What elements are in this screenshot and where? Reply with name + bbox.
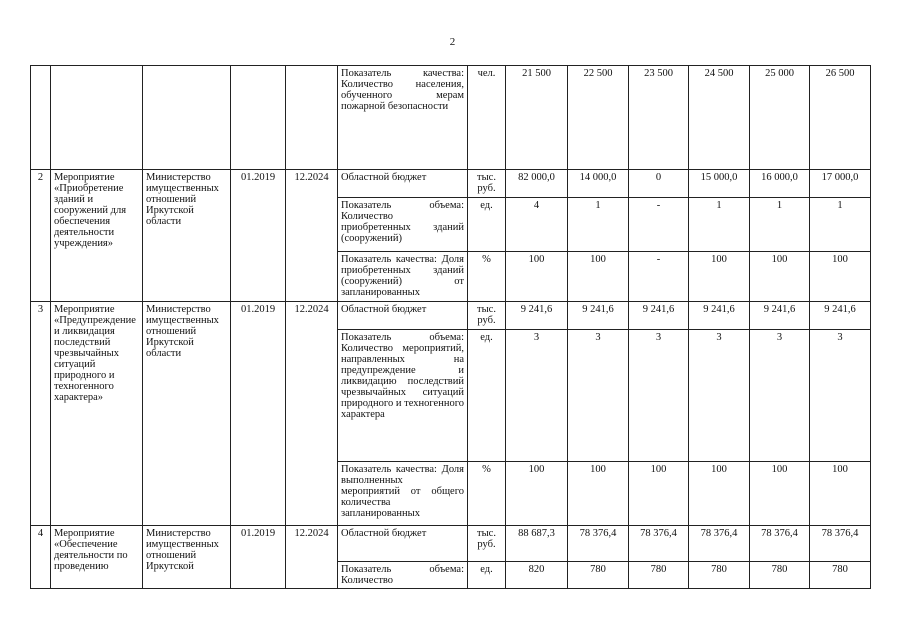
unit-cell: тыс. руб. [468, 302, 506, 330]
year-value-4: 78 376,4 [689, 526, 750, 562]
year-value-3: 9 241,6 [629, 302, 689, 330]
year-value-5: 100 [750, 462, 810, 526]
activity-name: Мероприятие «Приобретение зданий и сооружений для обеспечения деятельности учреждения» [51, 170, 143, 302]
indicator-label: Показатель качества: Доля выполненных мероприятий от общего количества запланированных [338, 462, 468, 526]
year-value-4: 24 500 [689, 66, 750, 170]
year-value-2: 1 [568, 198, 629, 252]
year-value-4: 100 [689, 462, 750, 526]
row-number: 4 [31, 526, 51, 589]
year-value-1: 100 [506, 252, 568, 302]
indicator-label: Показатель объема: Количество приобретенных зданий (сооружений) [338, 198, 468, 252]
indicator-label: Областной бюджет [338, 526, 468, 562]
indicator-label: Областной бюджет [338, 170, 468, 198]
year-value-2: 100 [568, 462, 629, 526]
year-value-5: 16 000,0 [750, 170, 810, 198]
end-date: 12.2024 [286, 170, 338, 302]
year-value-3: - [629, 198, 689, 252]
year-value-5: 78 376,4 [750, 526, 810, 562]
indicator-label: Показатель качества: Количество населения, обученного мерам пожарной безопасности [338, 66, 468, 170]
unit-cell: тыс. руб. [468, 526, 506, 562]
year-value-1: 88 687,3 [506, 526, 568, 562]
year-value-4: 15 000,0 [689, 170, 750, 198]
year-value-2: 22 500 [568, 66, 629, 170]
unit-cell: ед. [468, 562, 506, 589]
year-value-6: 1 [810, 198, 871, 252]
year-value-1: 3 [506, 330, 568, 462]
year-value-2: 3 [568, 330, 629, 462]
year-value-3: 78 376,4 [629, 526, 689, 562]
unit-cell: тыс. руб. [468, 170, 506, 198]
executor-name [143, 66, 231, 170]
year-value-4: 100 [689, 252, 750, 302]
year-value-1: 9 241,6 [506, 302, 568, 330]
row-number: 3 [31, 302, 51, 526]
year-value-4: 1 [689, 198, 750, 252]
activity-name [51, 66, 143, 170]
year-value-6: 17 000,0 [810, 170, 871, 198]
unit-cell: % [468, 462, 506, 526]
end-date: 12.2024 [286, 302, 338, 526]
executor-name: Министерство имущественных отношений Иркутской области [143, 170, 231, 302]
year-value-2: 100 [568, 252, 629, 302]
year-value-5: 100 [750, 252, 810, 302]
year-value-6: 26 500 [810, 66, 871, 170]
year-value-5: 25 000 [750, 66, 810, 170]
year-value-6: 9 241,6 [810, 302, 871, 330]
year-value-3: 780 [629, 562, 689, 589]
year-value-6: 780 [810, 562, 871, 589]
year-value-5: 780 [750, 562, 810, 589]
start-date: 01.2019 [231, 302, 286, 526]
start-date: 01.2019 [231, 170, 286, 302]
row-number [31, 66, 51, 170]
year-value-5: 3 [750, 330, 810, 462]
year-value-1: 4 [506, 198, 568, 252]
year-value-3: 23 500 [629, 66, 689, 170]
program-activities-table [30, 65, 871, 589]
start-date: 01.2019 [231, 526, 286, 589]
year-value-3: 3 [629, 330, 689, 462]
year-value-1: 820 [506, 562, 568, 589]
year-value-4: 3 [689, 330, 750, 462]
table-row [31, 302, 871, 330]
row-number: 2 [31, 170, 51, 302]
year-value-2: 78 376,4 [568, 526, 629, 562]
year-value-6: 100 [810, 462, 871, 526]
unit-cell: ед. [468, 198, 506, 252]
unit-cell: % [468, 252, 506, 302]
year-value-1: 82 000,0 [506, 170, 568, 198]
activity-name: Мероприятие «Предупреждение и ликвидация последствий чрезвычайных ситуаций природного и техногенного характера» [51, 302, 143, 526]
indicator-label: Показатель объема: Количество [338, 562, 468, 589]
executor-name: Министерство имущественных отношений Иркутской области [143, 302, 231, 526]
year-value-3: - [629, 252, 689, 302]
year-value-1: 21 500 [506, 66, 568, 170]
start-date [231, 66, 286, 170]
year-value-6: 3 [810, 330, 871, 462]
year-value-1: 100 [506, 462, 568, 526]
indicator-label: Показатель качества: Доля приобретенных зданий (сооружений) от запланированных [338, 252, 468, 302]
year-value-6: 78 376,4 [810, 526, 871, 562]
year-value-5: 9 241,6 [750, 302, 810, 330]
indicator-label: Областной бюджет [338, 302, 468, 330]
unit-cell: чел. [468, 66, 506, 170]
end-date [286, 66, 338, 170]
table-row [31, 66, 871, 170]
indicator-label: Показатель объема: Количество мероприятий, направленных на предупреждение и ликвидацию последствий чрезвычайных ситуаций природного и техногенного характера [338, 330, 468, 462]
year-value-2: 14 000,0 [568, 170, 629, 198]
year-value-4: 780 [689, 562, 750, 589]
year-value-5: 1 [750, 198, 810, 252]
executor-name: Министерство имущественных отношений Иркутской [143, 526, 231, 589]
year-value-2: 780 [568, 562, 629, 589]
activity-name: Мероприятие «Обеспечение деятельности по проведению [51, 526, 143, 589]
end-date: 12.2024 [286, 526, 338, 589]
table-row [31, 170, 871, 198]
year-value-3: 100 [629, 462, 689, 526]
table-row [31, 526, 871, 562]
page-number: 2 [449, 36, 456, 48]
unit-cell: ед. [468, 330, 506, 462]
year-value-6: 100 [810, 252, 871, 302]
year-value-2: 9 241,6 [568, 302, 629, 330]
year-value-4: 9 241,6 [689, 302, 750, 330]
year-value-3: 0 [629, 170, 689, 198]
